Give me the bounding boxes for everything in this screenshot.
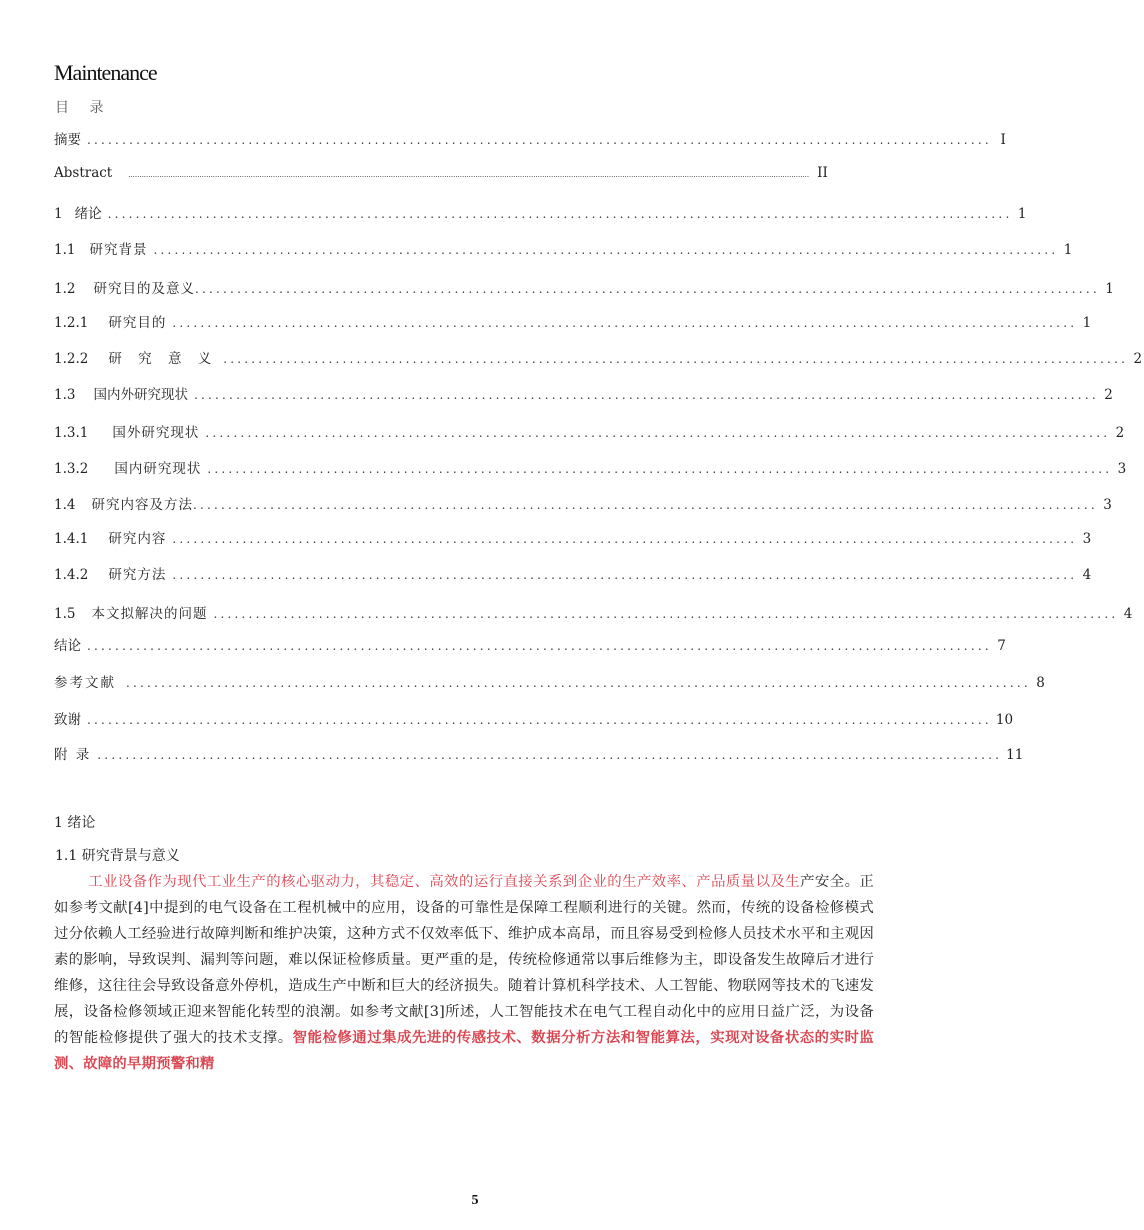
toc-entry-number: 1.2.2 [54,351,89,367]
toc-entry[interactable] [54,602,1133,622]
section-heading: 1 绪论 [54,815,96,831]
toc-entry-text: 研 究 意 义 [108,351,218,367]
toc-entry-number: 1 [54,206,63,222]
toc-entry-number: 1.4.2 [54,567,89,583]
toc-entry[interactable] [54,128,1006,148]
toc-leader-dots: ................................................................................................................................. [126,676,1031,690]
highlighted-text: 工业设备作为现代工业生产的核心驱动力，其稳定、高效的运行直接关系到企业的生产效率、产品质量以及生 [88,874,801,890]
toc-leader-dots: ................................................................................................................................. [205,426,1111,440]
toc-leader-dots: ................................................................................................................................. [153,243,1059,257]
toc-leader-dots: ................................................................................................................................. [192,498,1098,512]
toc-entry[interactable] [54,421,1125,441]
highlighted-bold-text: 智能检修通过集成先进的传感技术、数据分析方法和智能算法，实现对设备状态的实时监测、故障的早期预警和精 [54,1029,874,1072]
toc-leader-dots: ................................................................................................................................. [87,639,992,653]
toc-entry-page: II [817,165,828,181]
toc-entry-text: 研究内容及方法 [91,497,193,513]
toc-entry[interactable] [54,457,1127,477]
toc-entry-page: 1 [1105,281,1114,297]
toc-leader-dots: ................................................................................................................................. [172,532,1078,546]
toc-leader-dots: .................................................................................................................................................................................................................................................................................................................. [128,171,810,179]
toc-leader-dots: ................................................................................................................................. [87,713,992,727]
toc-entry-page: 3 [1103,497,1112,513]
toc-entry-text: 研究背景 [89,242,148,258]
toc-entry[interactable] [54,563,1092,583]
toc-leader-dots: ................................................................................................................................. [107,207,1013,221]
toc-entry-page: 2 [1104,387,1113,403]
toc-entry-text: Abstract [54,165,113,181]
toc-entry-page: 10 [995,712,1014,728]
toc-entry-text: 参考文献 [54,675,116,691]
toc-entry-page: 2 [1133,351,1143,367]
toc-entry-page: 2 [1115,425,1125,441]
toc-entry-text: 附 录 [54,747,92,763]
toc-entry[interactable] [54,634,1006,654]
toc-entry-page: 3 [1117,461,1127,477]
toc-leader-dots: ................................................................................................................................. [193,388,1099,402]
toc-entry-number: 1.2 [54,281,76,297]
subsection-heading: 1.1 研究背景与意义 [55,848,180,864]
toc-entry-text: 研究目的 [108,315,167,331]
toc-entry-page: 4 [1123,606,1133,622]
toc-entry-text: 国内外研究现状 [93,387,188,403]
toc-entry-text: 国内研究现状 [114,461,202,477]
toc-leader-dots: ................................................................................................................................. [172,568,1078,582]
toc-entry-number: 1.3.1 [54,425,89,441]
toc-entry-text: 结论 [54,638,81,654]
toc-entry-text: 研究目的及意义 [93,281,195,297]
toc-entry[interactable] [54,383,1113,403]
toc-entry-page: 1 [1017,206,1027,222]
toc-leader-dots: ................................................................................................................................. [172,316,1078,330]
toc-leader-dots: ................................................................................................................................. [207,462,1113,476]
toc-entry-page: 7 [997,638,1006,654]
toc-entry-text: 本文拟解决的问题 [91,606,208,622]
toc-entry-page: 4 [1082,567,1092,583]
toc-entry-page: I [1000,132,1006,148]
toc-entry[interactable] [54,347,1143,367]
toc-entry[interactable] [54,708,1014,728]
toc-entry-text: 国外研究现状 [112,425,200,441]
toc-entry-page: 1 [1082,315,1092,331]
toc-entry[interactable] [54,743,1024,763]
toc-entry[interactable] [54,202,1027,222]
body-paragraph [54,869,874,1077]
toc-entry-number: 1.3.2 [54,461,89,477]
toc-entry-text: 致谢 [54,712,81,728]
toc-entry[interactable] [54,311,1092,331]
toc-entry-number: 1.4.1 [54,531,89,547]
toc-leader-dots: ................................................................................................................................. [194,282,1100,296]
page-number: 5 [471,1193,479,1208]
toc-entry-number: 1.1 [54,242,76,258]
toc-entry-number: 1.4 [54,497,76,513]
toc-entry[interactable] [54,527,1092,547]
toc-entry-page: 8 [1036,675,1045,691]
document-title: Maintenance [54,60,157,85]
toc-entry[interactable] [54,277,1114,297]
toc-entry[interactable] [54,238,1073,258]
toc-leader-dots: ................................................................................................................................. [223,352,1129,366]
toc-entry-number: 1.5 [54,606,76,622]
toc-entry-page: 3 [1082,531,1092,547]
toc-leader-dots: ................................................................................................................................. [97,748,1003,762]
toc-entry-text: 绪论 [74,206,102,222]
toc-leader-dots: ................................................................................................................................. [87,133,992,147]
toc-entry[interactable] [54,671,1045,691]
toc-entry-number: 1.2.1 [54,315,89,331]
paragraph-text: 产安全。正如参考文献[4]中提到的电气设备在工程机械中的应用，设备的可靠性是保障工程顺利进行的关键。然而，传统的设备检修模式过分依赖人工经验进行故障判断和维护决策，这种方式不仅效率低下、维护成本高昂，而且容易受到检修人员技术水平和主观因素的影响，导致误判、漏判等问题，难以保证检修质量。更严重的是，传统检修通常以事后维修为主，即设备发生故障后才进行维修，这往往会导致设备意外停机，造成生产中断和巨大的经济损失。随着计算机科学技术、人工智能、物联网等技术的飞速发展，设备检修领域正迎来智能化转型的浪潮。如参考文献[3]所述，人工智能技术在电气工程自动化中的应用日益广泛，为设备的智能检修提供了强大的技术支撑。 [54,874,874,1046]
toc-entry-page: 11 [1006,747,1024,763]
toc-entry-page: 1 [1063,242,1073,258]
toc-entry[interactable] [54,165,828,185]
toc-entry[interactable] [54,493,1112,513]
toc-entry-text: 研究方法 [108,567,167,583]
toc-entry-text: 研究内容 [108,531,167,547]
toc-leader-dots: ................................................................................................................................. [213,607,1119,621]
toc-entry-number: 1.3 [54,387,76,403]
toc-entry-text: 摘要 [54,132,81,148]
toc-heading: 目 录 [55,100,112,116]
